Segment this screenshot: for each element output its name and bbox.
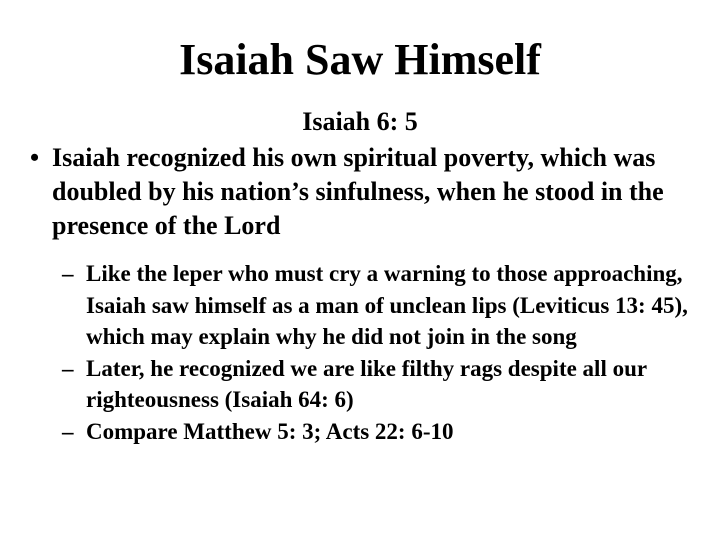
sub-bullet-list (62, 258, 692, 447)
scripture-reference: Isaiah 6: 5 (302, 107, 418, 136)
slide-title: Isaiah Saw Himself (179, 35, 541, 84)
dash-marker: – (62, 418, 74, 444)
dash-marker: – (62, 355, 74, 381)
dash-marker: – (62, 261, 74, 286)
sub-bullet-filthy-rags (62, 353, 692, 416)
sub-bullet-compare (62, 416, 692, 448)
sub-bullet-text: Later, he recognized we are like filthy rags despite all our righteousness (Isaiah 64: 6) (86, 355, 647, 412)
main-bullet-text: Isaiah recognized his own spiritual poverty, which was doubled by his nation’s sinfulness, when he stood in the presence of the Lord (52, 143, 664, 240)
main-bullet (30, 141, 690, 243)
sub-bullet-text: Like the leper who must cry a warning to those approaching, Isaiah saw himself as a man of unclean lips (Leviticus 13: 45), which may explain why he did not join in the song (86, 261, 688, 349)
sub-bullet-leper (62, 258, 692, 353)
bullet-marker: • (30, 143, 40, 172)
sub-bullet-text: Compare Matthew 5: 3; Acts 22: 6-10 (86, 418, 454, 444)
